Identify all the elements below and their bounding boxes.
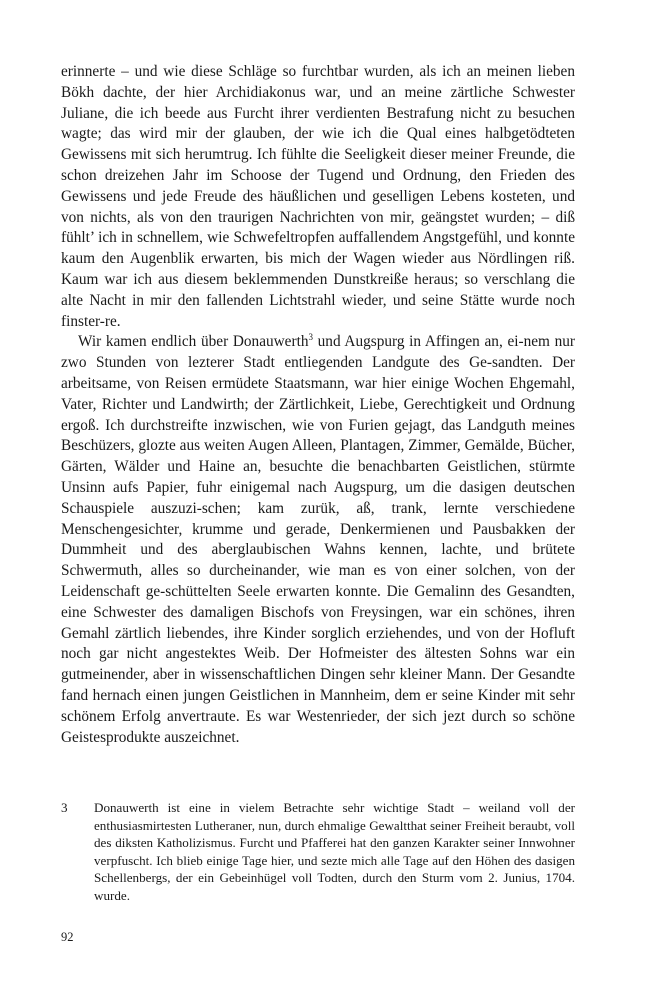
paragraph-2-start: Wir kamen endlich über Donauwerth — [78, 333, 309, 351]
paragraph-1: erinnerte – und wie diese Schläge so furchtbar wurden, als ich an meinen lieben Bökh dachte, der hier Archidiakonus war, und an meine zärtliche Schwester Juliane, die ich beede aus Furcht ihrer verdienten Bestrafung nicht zu besuchen wagte; das wird mir der glauben, der wie ich die Qual eines halbgetödteten Gewissens mit sich herumtrug. Ich fühlte die Seeligkeit dieser meiner Freunde, die schon dreizehen Jahr im Schoose der Tugend und Ordnung, den Frieden des Gewissens und jede Freude des häußlichen und geselligen Lebens kosteten, und von nichts, als von den traurigen Nachrichten von mir, geängstet wurden; – diß fühlt’ ich in schnellem, wie Schwefeltropfen auffallendem Angstgefühl, und konnte kaum den Augenblik erwarten, bis mich der Wagen wieder aus Nördlingen riß. Kaum war ich aus diesem beklemmenden Dunstkreiße heraus; so verschlang die alte Nacht in mir den fallenden Lichtstrahl wieder, und seine Stätte wurde noch finster-re. — [61, 63, 575, 330]
main-text — [61, 62, 575, 748]
paragraph-2-rest: und Augspurg in Affingen an, ei-nem nur zwo Stunden von lezterer Stadt entliegenden Landgute des Ge-sandten. Der arbeitsame, von Reisen ermüdete Staatsmann, war hier einige Wochen Ehgemahl, Vater, Richter und Landwirth; der Zärtlichkeit, Liebe, Gerechtigkeit und Ordnung ergoß. Ich durchstreifte inzwischen, wie von Furien gejagt, das Landguth meines Beschüzers, glozte aus weiten Augen Alleen, Plantagen, Zimmer, Gemälde, Bücher, Gärten, Wälder und Haine an, besuchte die benachbarten Geistlichen, stürmte Unsinn aufs Papier, fuhr einigemal nach Augspurg, um die dasigen deutschen Schauspiele auszuzi-schen; kam zurük, aß, trank, lernte verschiedene Menschengesichter, krumme und gerade, Denkermienen und Pausbakken der Dummheit und des aberglaubischen Wahns kennen, lachte, und brütete Schwermuth, alles so durcheinander, wie man es von einer solchen, von der Leidenschaft ge-schüttelten Seele erwarten konnte. Die Gemalinn des Gesandten, eine Schwester des damaligen Bischofs von Freysingen, war ein schönes, ihren Gemahl zärtlich liebendes, ihre Kinder sorglich erziehendes, und von der Hofluft noch gar nicht angestektes Weib. Der Hofmeister des ältesten Sohns war ein gutmeinender, aber in wissenschaftlichen Dingen sehr kleiner Mann. Der Gesandte fand hernach einen jungen Geistlichen in Mannheim, dem er seine Kinder mit sehr schönem Erfolg anvertraute. Es war Westenrieder, der sich jezt durch so schöne Geistesprodukte auszeichnet. — [61, 333, 575, 746]
footnote — [61, 799, 575, 905]
paragraph-2 — [61, 332, 575, 748]
footnote-number: 3 — [61, 800, 68, 815]
footnotes — [61, 799, 575, 905]
footnote-reference[interactable]: 3 — [308, 332, 313, 343]
footnote-text: Donauwerth ist eine in vielem Betrachte sehr wichtige Stadt – weiland voll der enthusiasmirtesten Lutheraner, nun, durch ehmalige Gewaltthat seiner Freiheit beraubt, voll des diksten Katholizismus. Furcht und Pfafferei hat den ganzen Karakter seiner Innwohner verpfuscht. Ich blieb einige Tage hier, und sezte mich alle Tage auf den Höhen des dasigen Schellenbergs, der ein Gebeinhügel voll Todten, durch den Sturm vom 2. Junius, 1704. wurde. — [94, 800, 575, 903]
page-number: 92 — [61, 930, 74, 944]
